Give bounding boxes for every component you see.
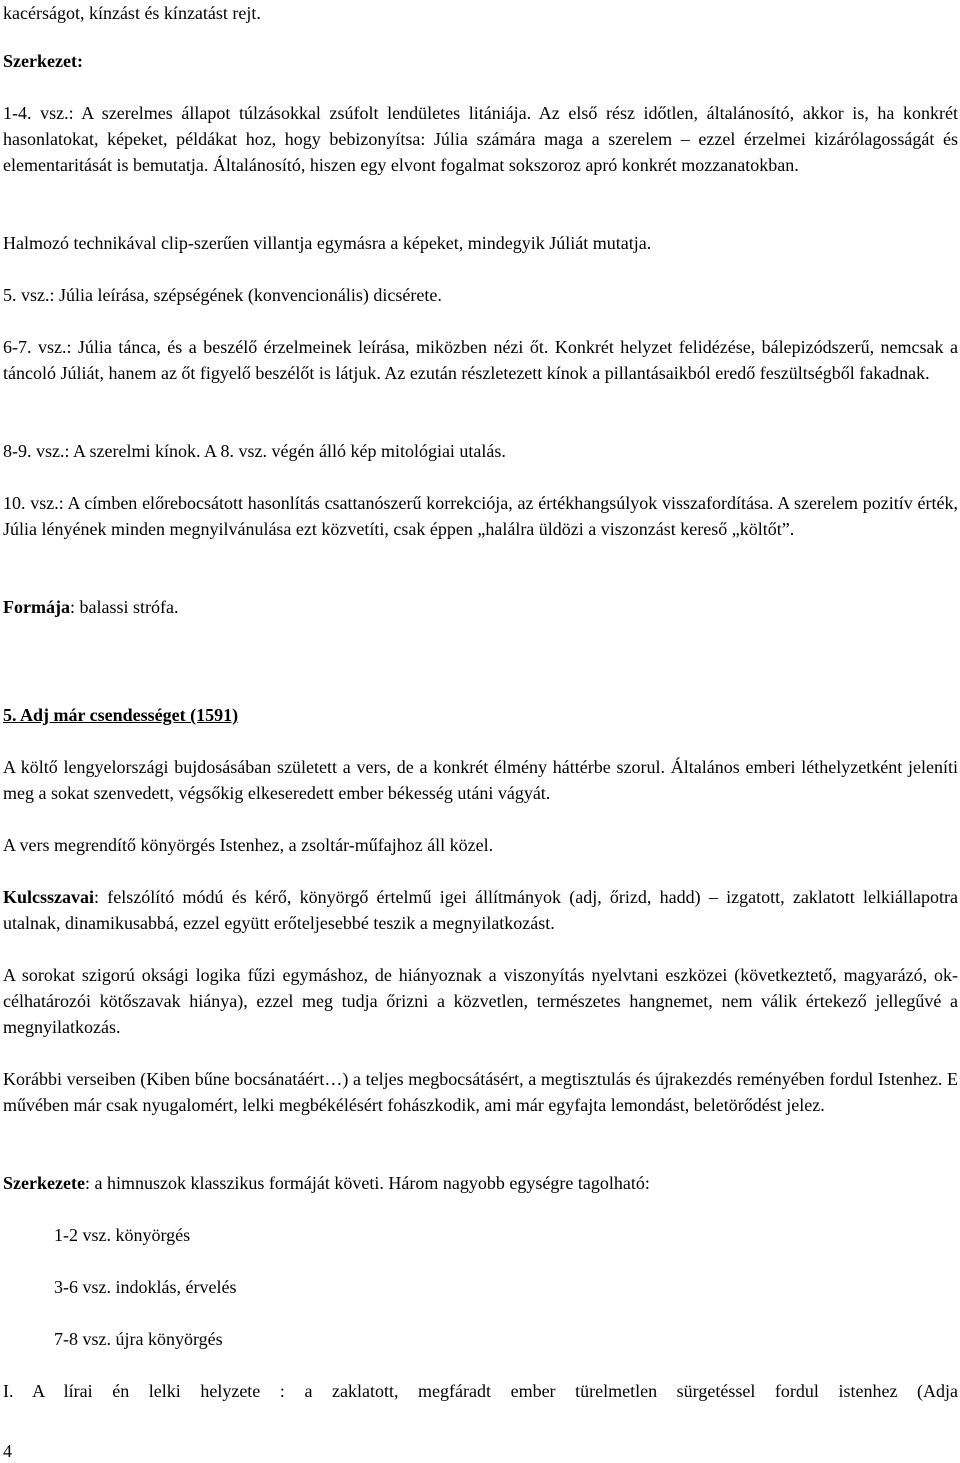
- paragraph-intro-end: kacérságot, kínzást és kínzatást rejt.: [3, 3, 261, 23]
- paragraph-stanza-5: 5. vsz.: Júlia leírása, szépségének (konvencionális) dicsérete.: [3, 285, 442, 305]
- paragraph-form: [3, 594, 958, 620]
- form-label: Formája: [3, 597, 70, 617]
- section-label-structure: Szerkezet:: [3, 51, 83, 71]
- paragraph-stanza-10: 10. vsz.: A címben előrebocsátott hasonlítás csattanószerű korrekciója, az értékhangsúlyok visszafordítása. A szerelem pozitív érték, Júlia lényének minden megnyilvánulása ezt közvetíti, csak éppen „halálra üldözi a viszonzást kereső „költőt”.: [3, 493, 958, 539]
- form-text: : balassi strófa.: [69, 597, 179, 617]
- paragraph-genre: A vers megrendítő könyörgés Istenhez, a zsoltár-műfajhoz áll közel.: [3, 835, 494, 855]
- structure-label: Szerkezete: [3, 1173, 85, 1193]
- paragraph-earlier-poems: Korábbi verseiben (Kiben bűne bocsánatáért…) a teljes megbocsátásért, a megtisztulás és újrakezdés reményében fordul Istenhez. E művében már csak nyugalomért, lelki megbékélésért fohászkodik, ami már egyfajta lemondást, beletörődést jelez.: [3, 1069, 958, 1115]
- paragraph-stanzas-1-4: 1-4. vsz.: A szerelmes állapot túlzásokkal zsúfolt lendületes litániája. Az első rész időtlen, általánosító, akkor is, ha konkrét hasonlatokat, képeket, példákat hoz, hogy bebizonyítsa: Júlia számára maga a szerelem – ezzel érzelmei kizárólagosságát és elementaritását is bemutatja. Általánosító, hiszen egy elvont fogalmat sokszoroz apró konkrét mozzanatokban.: [3, 103, 958, 175]
- keywords-text: : felszólító módú és kérő, könyörgő értelmű igei állítmányok (adj, őrizd, hadd) – izgatott, zaklatott lelkiállapotra utalnak, dinamikusabbá, ezzel együtt erőteljesebbé teszik a megnyilatkozást.: [3, 887, 958, 933]
- list-item: 1-2 vsz. könyörgés: [54, 1225, 191, 1245]
- paragraph-stanzas-8-9: 8-9. vsz.: A szerelmi kínok. A 8. vsz. végén álló kép mitológiai utalás.: [3, 441, 506, 461]
- paragraph-origin: A költő lengyelországi bujdosásában született a vers, de a konkrét élmény háttérbe szorul. Általános emberi léthelyzetként jeleníti meg a sokat szenvedett, végsőkig elkeseredett ember békesség utáni vágyát.: [3, 757, 958, 803]
- paragraph-keywords: [3, 884, 958, 936]
- page-number: 4: [3, 1441, 12, 1461]
- paragraph-section-1: I. A lírai én lelki helyzete : a zaklatott, megfáradt ember türelmetlen sürgetéssel fordul istenhez (Adja: [3, 1381, 958, 1401]
- paragraph-technique: Halmozó technikával clip-szerűen villantja egymásra a képeket, mindegyik Júliát mutatja.: [3, 233, 652, 253]
- paragraph-logic: A sorokat szigorú oksági logika fűzi egymáshoz, de hiányoznak a viszonyítás nyelvtani eszközei (következtető, magyarázó, ok-célhatározói kötőszavak hiánya), ezzel meg tudja őrizni a közvetlen, természetes hangnemet, nem válik értekező jellegűvé a megnyilatkozás.: [3, 965, 958, 1037]
- structure-text: : a himnuszok klasszikus formáját követi. Három nagyobb egységre tagolható:: [84, 1173, 650, 1193]
- list-item: 7-8 vsz. újra könyörgés: [54, 1329, 223, 1349]
- paragraph-structure: [3, 1170, 958, 1196]
- list-item: 3-6 vsz. indoklás, érvelés: [54, 1277, 237, 1297]
- poem-heading: 5. Adj már csendességet (1591): [3, 705, 239, 725]
- paragraph-stanzas-6-7: 6-7. vsz.: Júlia tánca, és a beszélő érzelmeinek leírása, miközben nézi őt. Konkrét helyzet felidézése, bálepizódszerű, nemcsak a táncoló Júliát, hanem az őt figyelő beszélőt is látjuk. Az ezután részletezett kínok a pillantásaikból eredő feszültségből fakadnak.: [3, 337, 958, 383]
- keywords-label: Kulcsszavai: [3, 887, 95, 907]
